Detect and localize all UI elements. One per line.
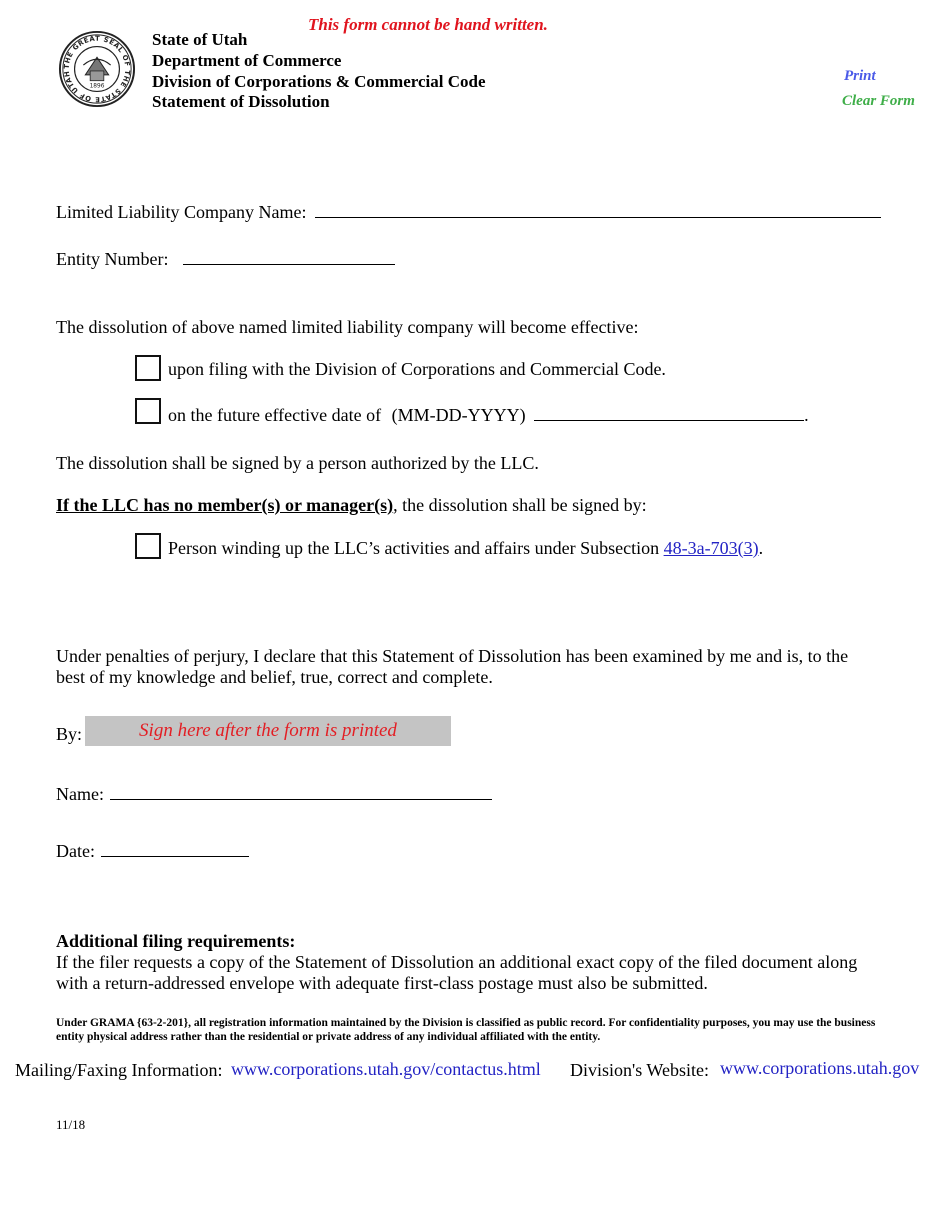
- additional-title: Additional filing requirements:: [56, 931, 296, 951]
- future-date-checkbox[interactable]: [135, 398, 161, 424]
- website-label: Division's Website:: [570, 1060, 709, 1080]
- print-button[interactable]: Print: [844, 68, 876, 84]
- upon-filing-checkbox[interactable]: [135, 355, 161, 381]
- entity-number-field[interactable]: [183, 246, 395, 265]
- name-field[interactable]: [110, 781, 492, 800]
- clear-form-button[interactable]: Clear Form: [842, 93, 915, 109]
- no-member-heading: If the LLC has no member(s) or manager(s): [56, 495, 394, 515]
- company-name-field[interactable]: [315, 199, 881, 218]
- declaration-line-1: Under penalties of perjury, I declare that this Statement of Dissolution has been examined by me and is, to the: [56, 646, 849, 666]
- state-seal-icon: [58, 30, 136, 108]
- website-url-link[interactable]: www.corporations.utah.gov: [720, 1058, 920, 1078]
- no-member-row: [56, 495, 647, 516]
- future-date-field[interactable]: [534, 402, 804, 421]
- header-division: Division of Corporations & Commercial Code: [152, 72, 486, 91]
- future-date-format: (MM-DD-YYYY): [391, 405, 526, 425]
- mailing-label: Mailing/Faxing Information:: [15, 1060, 223, 1080]
- mailing-url-link[interactable]: www.corporations.utah.gov/contactus.html: [231, 1059, 541, 1079]
- declaration-line-2: best of my knowledge and belief, true, correct and complete.: [56, 667, 493, 687]
- winding-up-row: [168, 538, 763, 559]
- name-label: Name:: [56, 784, 104, 804]
- seal-year: 1896: [89, 83, 105, 90]
- signing-authorized-text: The dissolution shall be signed by a person authorized by the LLC.: [56, 453, 539, 473]
- signature-field[interactable]: Sign here after the form is printed: [85, 716, 451, 746]
- winding-up-period: .: [758, 538, 764, 558]
- company-name-label: Limited Liability Company Name:: [56, 202, 307, 222]
- handwritten-warning: This form cannot be hand written.: [308, 15, 548, 34]
- subsection-link[interactable]: 48-3a-703(3): [663, 538, 759, 558]
- by-label: By:: [56, 724, 83, 744]
- grama-notice: Under GRAMA {63-2-201}, all registration information maintained by the Division is classified as public record. For confidentiality purposes, you may use the business entity physical address rather than the residential or private address of any individual affiliated with the entity.: [56, 1017, 876, 1043]
- winding-up-checkbox[interactable]: [135, 533, 161, 559]
- header-state: State of Utah: [152, 30, 248, 49]
- header-form-title: Statement of Dissolution: [152, 92, 330, 111]
- header-department: Department of Commerce: [152, 51, 342, 70]
- name-row: [56, 781, 492, 805]
- seal-ring-text: THE GREAT SEAL OF THE STATE OF UTAH: [62, 34, 132, 104]
- date-field[interactable]: [101, 838, 249, 857]
- entity-number-row: [56, 246, 395, 270]
- winding-up-label: Person winding up the LLC’s activities and affairs under Subsection: [168, 538, 660, 558]
- future-date-row: [168, 402, 809, 426]
- effective-intro: The dissolution of above named limited liability company will become effective:: [56, 317, 639, 337]
- company-name-row: [56, 199, 881, 223]
- date-row: [56, 838, 249, 862]
- form-version: 11/18: [56, 1117, 86, 1132]
- entity-number-label: Entity Number:: [56, 249, 169, 269]
- future-date-period: .: [804, 405, 809, 425]
- future-date-label: on the future effective date of: [168, 405, 382, 425]
- date-label: Date:: [56, 841, 95, 861]
- additional-line-1: If the filer requests a copy of the Statement of Dissolution an additional exact copy of the filed document along: [56, 952, 858, 972]
- no-member-text: , the dissolution shall be signed by:: [393, 495, 647, 515]
- upon-filing-label: upon filing with the Division of Corporations and Commercial Code.: [168, 359, 666, 379]
- additional-line-2: with a return-addressed envelope with adequate first-class postage must also be submitted.: [56, 973, 708, 993]
